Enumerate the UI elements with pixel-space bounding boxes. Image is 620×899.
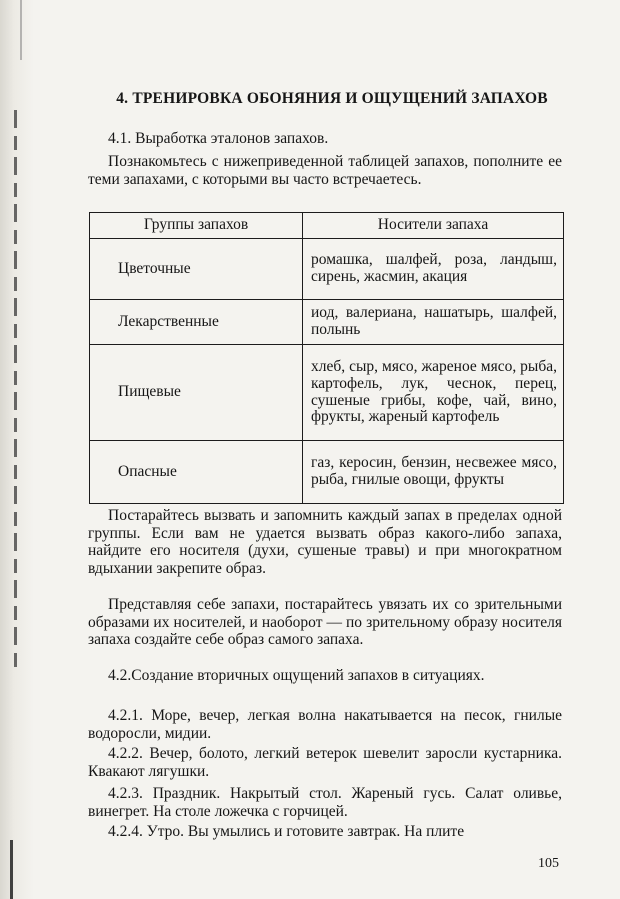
- paragraph: Представляя себе запахи, постарайтесь увязать их со зрительными образами их носителей, и наоборот — по зрительному образу носителя запаха создайте себе образ самого запаха.: [88, 596, 562, 649]
- group-cell: Опасные: [90, 441, 303, 504]
- subsection-4-2-1: 4.2.1. Море, вечер, легкая волна накатывается на песок, гнилые водоросли, мидии.: [88, 707, 562, 742]
- table-row: [90, 441, 564, 504]
- section-title: 4. ТРЕНИРОВКА ОБОНЯНИЯ И ОЩУЩЕНИЙ ЗАПАХОВ: [116, 90, 548, 107]
- intro-paragraph: Познакомьтесь с нижеприведенной таблицей запахов, пополните ее теми запахами, с которыми вы часто встречаетесь.: [88, 153, 562, 188]
- subsection-4-2-4: 4.2.4. Утро. Вы умылись и готовите завтрак. На плите: [108, 823, 465, 840]
- header-carriers: Носители запаха: [303, 213, 564, 239]
- table-row: [90, 345, 564, 441]
- binding-mark: [14, 110, 17, 670]
- subsection-4-2: 4.2.Создание вторичных ощущений запахов в ситуациях.: [108, 667, 485, 684]
- carriers-cell: хлеб, сыр, мясо, жареное мясо, рыба, картофель, лук, чеснок, перец, сушеные грибы, кофе, чай, вино, фрукты, жареный картофель: [303, 345, 564, 441]
- binding-mark: [20, 0, 22, 60]
- page-number: 105: [538, 856, 559, 871]
- group-cell: Пищевые: [90, 345, 303, 441]
- paragraph: Постарайтесь вызвать и запомнить каждый запах в пределах одной группы. Если вам не удается вызвать образ какого-либо запаха, найдите его носителя (духи, сушеные травы) и при многократном вдыхании закрепите образ.: [88, 507, 562, 577]
- table-row: [90, 239, 564, 300]
- subsection-4-1: 4.1. Выработка эталонов запахов.: [108, 130, 329, 147]
- table-row: [90, 300, 564, 345]
- carriers-cell: иод, валериана, нашатырь, шалфей, полынь: [303, 300, 564, 345]
- carriers-cell: ромашка, шалфей, роза, ландыш, сирень, жасмин, акация: [303, 239, 564, 300]
- group-cell: Лекарственные: [90, 300, 303, 345]
- carriers-cell: газ, керосин, бензин, несвежее мясо, рыба, гнилые овощи, фрукты: [303, 441, 564, 504]
- subsection-4-2-2: 4.2.2. Вечер, болото, легкий ветерок шевелит заросли кустарника. Квакают лягушки.: [88, 745, 562, 780]
- page-binding-edge: [0, 0, 34, 899]
- smell-table: [89, 212, 564, 504]
- group-cell: Цветочные: [90, 239, 303, 300]
- binding-mark: [10, 840, 13, 899]
- subsection-4-2-3: 4.2.3. Праздник. Накрытый стол. Жареный гусь. Салат оливье, винегрет. На столе ложечка с горчицей.: [88, 785, 562, 820]
- header-groups: Группы запахов: [90, 213, 303, 239]
- table-header-row: [90, 213, 564, 239]
